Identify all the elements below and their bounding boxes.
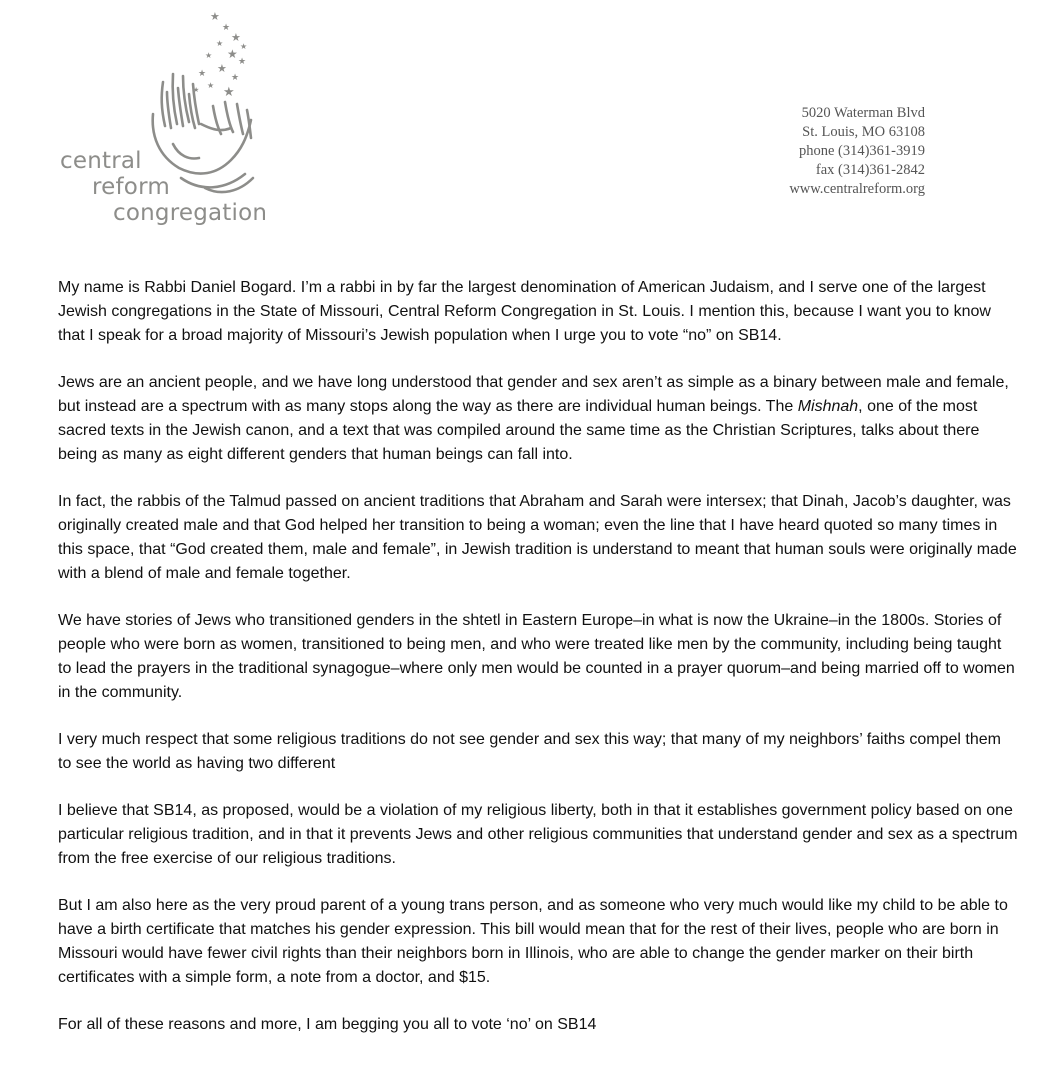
paragraph-respect: I very much respect that some religious traditions do not see gender and sex this way; that many of my neighbors’ faiths compel them to see the world as having two different	[58, 731, 1001, 772]
paragraph-introduction: My name is Rabbi Daniel Bogard. I’m a rabbi in by far the largest denomination of American Judaism, and I serve one of the largest Jewish congregations in the State of Missouri, Central Reform Congregation in St. Louis. I mention this, because I want you to know that I speak for a broad majority of Missouri’s Jewish population when I urge you to vote “no” on SB14.	[58, 279, 991, 344]
paragraph-text: Jews are an ancient people, and we have long understood that gender and sex aren’t as simple as a binary between male and female, but instead are a spectrum with as many stops along the way as there are individual human beings. The	[58, 374, 1009, 415]
website-url: www.centralreform.org	[789, 181, 925, 197]
svg-text:★: ★	[207, 81, 215, 90]
svg-text:★: ★	[240, 42, 248, 51]
hand-and-stars-icon	[55, 8, 295, 230]
svg-text:★: ★	[231, 31, 241, 44]
svg-text:★: ★	[193, 86, 200, 94]
logo-word-central: central	[60, 148, 142, 174]
svg-text:★: ★	[205, 51, 213, 60]
logo-word-congregation: congregation	[113, 200, 268, 226]
street-address: 5020 Waterman Blvd	[801, 105, 925, 121]
paragraph-ancient-people	[58, 371, 1018, 467]
svg-text:★: ★	[227, 47, 238, 61]
svg-text:★: ★	[216, 39, 224, 48]
fax-number: fax (314)361-2842	[815, 162, 925, 178]
svg-text:★: ★	[223, 85, 235, 100]
logo-word-reform: reform	[92, 174, 170, 200]
svg-text:★: ★	[210, 10, 220, 23]
mishnah-term: Mishnah	[797, 398, 859, 415]
svg-text:★: ★	[231, 73, 240, 83]
city-state-zip: St. Louis, MO 63108	[802, 124, 925, 140]
paragraph-parent: But I am also here as the very proud parent of a young trans person, and as someone who very much would like my child to be able to have a birth certificate that matches his gender expression. This bill would mean that for the rest of their lives, people who are born in Missouri would have fewer civil rights than their neighbors born in Illinois, who are able to change the gender marker on their birth certificates with a simple form, a note from a doctor, and $15.	[58, 897, 1008, 986]
svg-text:★: ★	[222, 23, 231, 33]
paragraph-talmud: In fact, the rabbis of the Talmud passed on ancient traditions that Abraham and Sarah were intersex; that Dinah, Jacob’s daughter, was originally created male and that God helped her transition to being a woman; even the line that I have heard quoted so many times in this space, that “God created them, male and female”, in Jewish tradition is understand to meant that human souls were originally made with a blend of male and female together.	[58, 493, 1017, 582]
paragraph-closing: For all of these reasons and more, I am begging you all to vote ‘no’ on SB14	[58, 1016, 597, 1033]
paragraph-shtetl-stories: We have stories of Jews who transitioned genders in the shtetl in Eastern Europe–in what is now the Ukraine–in the 1800s. Stories of people who were born as women, transitioned to being men, and who were treated like men by the community, including being taught to lead the prayers in the traditional synagogue–where only men would be counted in a prayer quorum–and being married off to women in the community.	[58, 612, 1015, 701]
svg-text:★: ★	[217, 62, 227, 75]
letter-body	[58, 276, 1018, 1060]
congregation-logo	[55, 8, 295, 230]
svg-text:★: ★	[238, 57, 247, 67]
paragraph-religious-liberty: I believe that SB14, as proposed, would be a violation of my religious liberty, both in that it establishes government policy based on one particular religious tradition, and in that it prevents Jews and other religious communities that understand gender and sex as a spectrum from the free exercise of our religious traditions.	[58, 802, 1018, 867]
address-block	[789, 104, 925, 199]
svg-text:★: ★	[198, 69, 207, 79]
phone-number: phone (314)361-3919	[798, 143, 925, 159]
paragraph-text: , one of the most sacred texts in the Jewish canon, and a text that was compiled around the same time as the Christian Scriptures, talks about there being as many as eight different genders that human beings can fall into.	[58, 398, 980, 463]
